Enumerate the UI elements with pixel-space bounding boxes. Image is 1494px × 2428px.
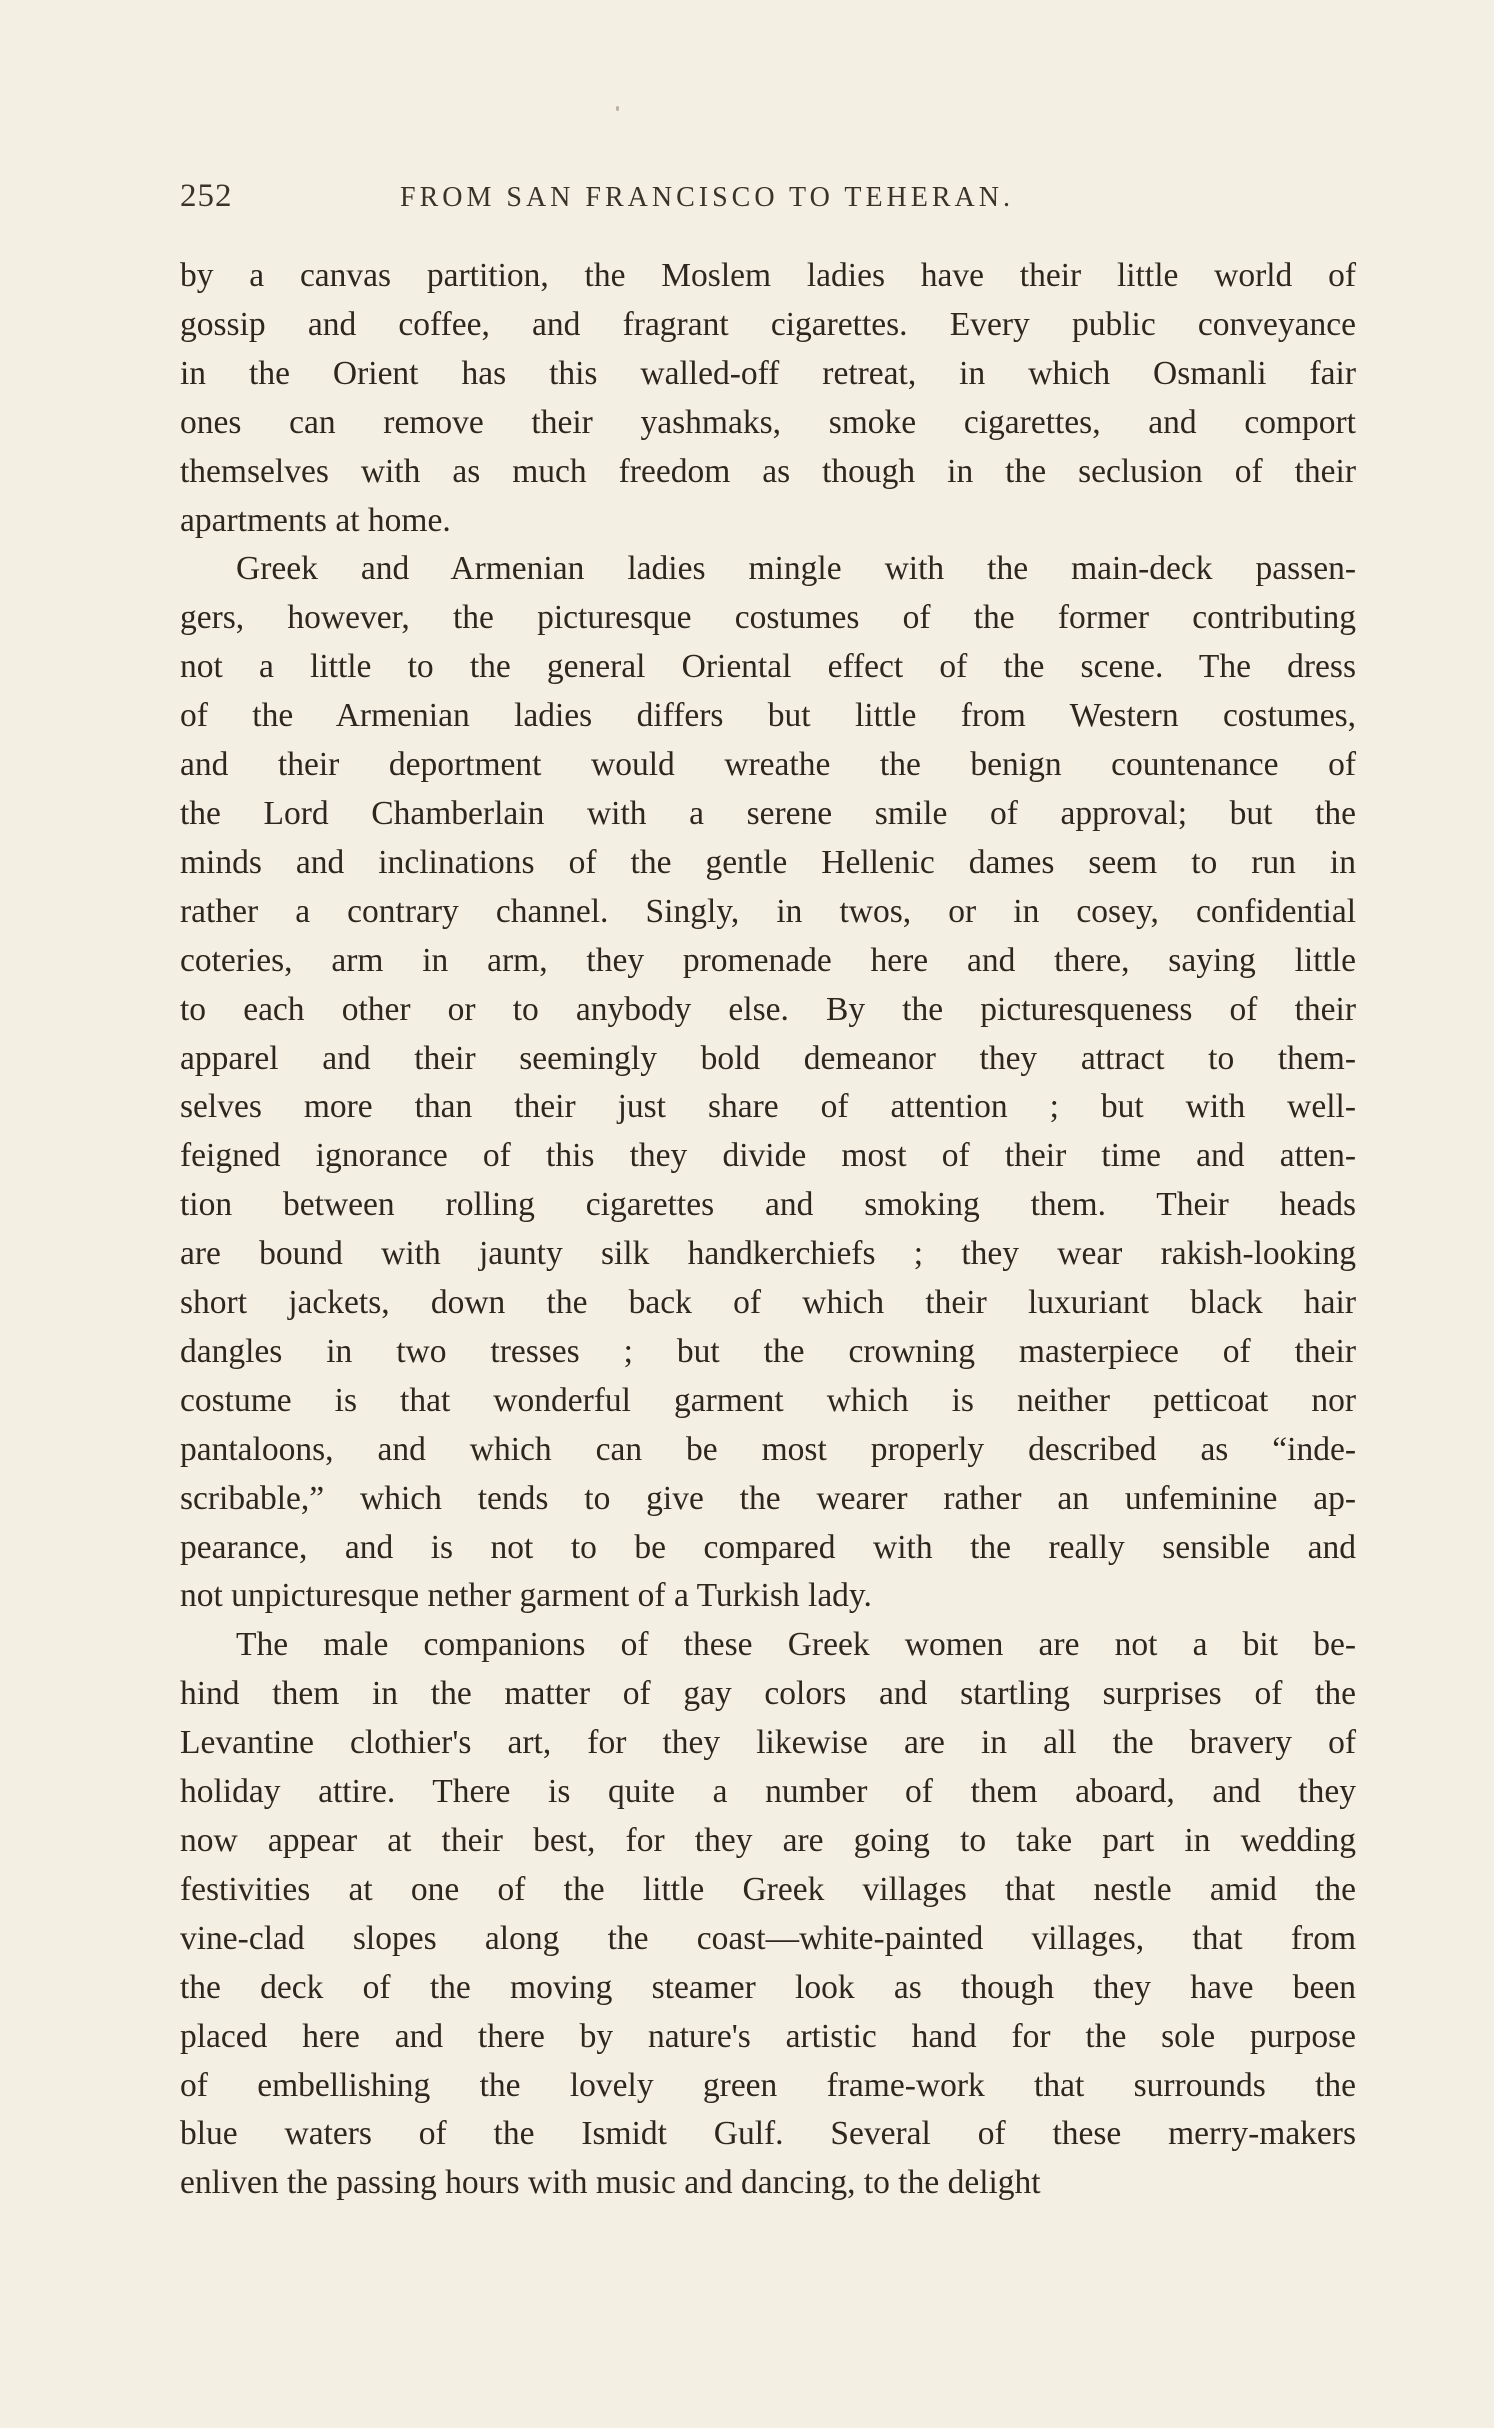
body-text	[180, 252, 1356, 2208]
text-line: to each other or to anybody else. By the picturesqueness of their	[180, 990, 1356, 1028]
text-line: in the Orient has this walled-off retreat, in which Osmanli fair	[180, 354, 1356, 392]
text-line: Greek and Armenian ladies mingle with the main-deck passen-	[236, 550, 1356, 588]
text-line: short jackets, down the back of which their luxuriant black hair	[180, 1284, 1356, 1322]
text-line: ones can remove their yashmaks, smoke cigarettes, and comport	[180, 403, 1356, 441]
paragraph	[180, 1621, 1356, 2208]
text-line: blue waters of the Ismidt Gulf. Several of these merry-makers	[180, 2115, 1356, 2153]
text-line: gers, however, the picturesque costumes of the former contributing	[180, 599, 1356, 637]
text-line: not unpicturesque nether garment of a Turkish lady.	[180, 1577, 872, 1615]
text-line: hind them in the matter of gay colors and startling surprises of the	[180, 1675, 1356, 1713]
text-line: the Lord Chamberlain with a serene smile of approval; but the	[180, 794, 1356, 832]
text-line: not a little to the general Oriental effect of the scene. The dress	[180, 648, 1356, 686]
text-line: coteries, arm in arm, they promenade here and there, saying little	[180, 941, 1356, 979]
text-line: gossip and coffee, and fragrant cigarettes. Every public conveyance	[180, 305, 1356, 343]
text-line: themselves with as much freedom as though in the seclusion of their	[180, 452, 1356, 490]
text-line: of the Armenian ladies differs but little from Western costumes,	[180, 697, 1356, 735]
running-title: FROM SAN FRANCISCO TO TEHERAN.	[400, 182, 1014, 213]
text-line: minds and inclinations of the gentle Hellenic dames seem to run in	[180, 843, 1356, 881]
text-line: now appear at their best, for they are going to take part in wedding	[180, 1822, 1356, 1859]
text-line: and their deportment would wreathe the benign countenance of	[180, 746, 1356, 784]
text-line: festivities at one of the little Greek villages that nestle amid the	[180, 1870, 1356, 1908]
text-line: placed here and there by nature's artistic hand for the sole purpose	[180, 2017, 1356, 2055]
text-line: holiday attire. There is quite a number of them aboard, and they	[180, 1773, 1356, 1811]
page-number: 252	[180, 178, 233, 214]
text-line: are bound with jaunty silk handkerchiefs ; they wear rakish-looking	[180, 1235, 1356, 1273]
text-line: tion between rolling cigarettes and smoking them. Their heads	[180, 1186, 1356, 1224]
paragraph	[180, 252, 1356, 545]
text-line: enliven the passing hours with music and dancing, to the delight	[180, 2164, 1041, 2202]
running-head	[180, 178, 1360, 228]
text-line: pantaloons, and which can be most properly described as “inde-	[180, 1430, 1356, 1468]
text-line: by a canvas partition, the Moslem ladies have their little world of	[180, 257, 1356, 294]
text-line: scribable,” which tends to give the wearer rather an unfeminine ap-	[180, 1479, 1356, 1517]
text-line: dangles in two tresses ; but the crowning masterpiece of their	[180, 1332, 1356, 1370]
text-line: the deck of the moving steamer look as though they have been	[180, 1968, 1356, 2006]
paper-speck	[616, 106, 619, 111]
text-line: selves more than their just share of attention ; but with well-	[180, 1088, 1356, 1126]
text-line: apartments at home.	[180, 501, 451, 539]
paragraph	[180, 545, 1356, 1621]
text-line: The male companions of these Greek women are not a bit be-	[236, 1626, 1356, 1664]
text-line: feigned ignorance of this they divide most of their time and atten-	[180, 1137, 1356, 1175]
text-line: Levantine clothier's art, for they likewise are in all the bravery of	[180, 1724, 1356, 1762]
text-line: pearance, and is not to be compared with the really sensible and	[180, 1528, 1356, 1566]
text-line: rather a contrary channel. Singly, in twos, or in cosey, confidential	[180, 892, 1356, 930]
text-line: vine-clad slopes along the coast—white-painted villages, that from	[180, 1919, 1356, 1957]
text-line: apparel and their seemingly bold demeanor they attract to them-	[180, 1039, 1356, 1077]
text-line: of embellishing the lovely green frame-work that surrounds the	[180, 2066, 1356, 2104]
text-line: costume is that wonderful garment which is neither petticoat nor	[180, 1381, 1356, 1419]
